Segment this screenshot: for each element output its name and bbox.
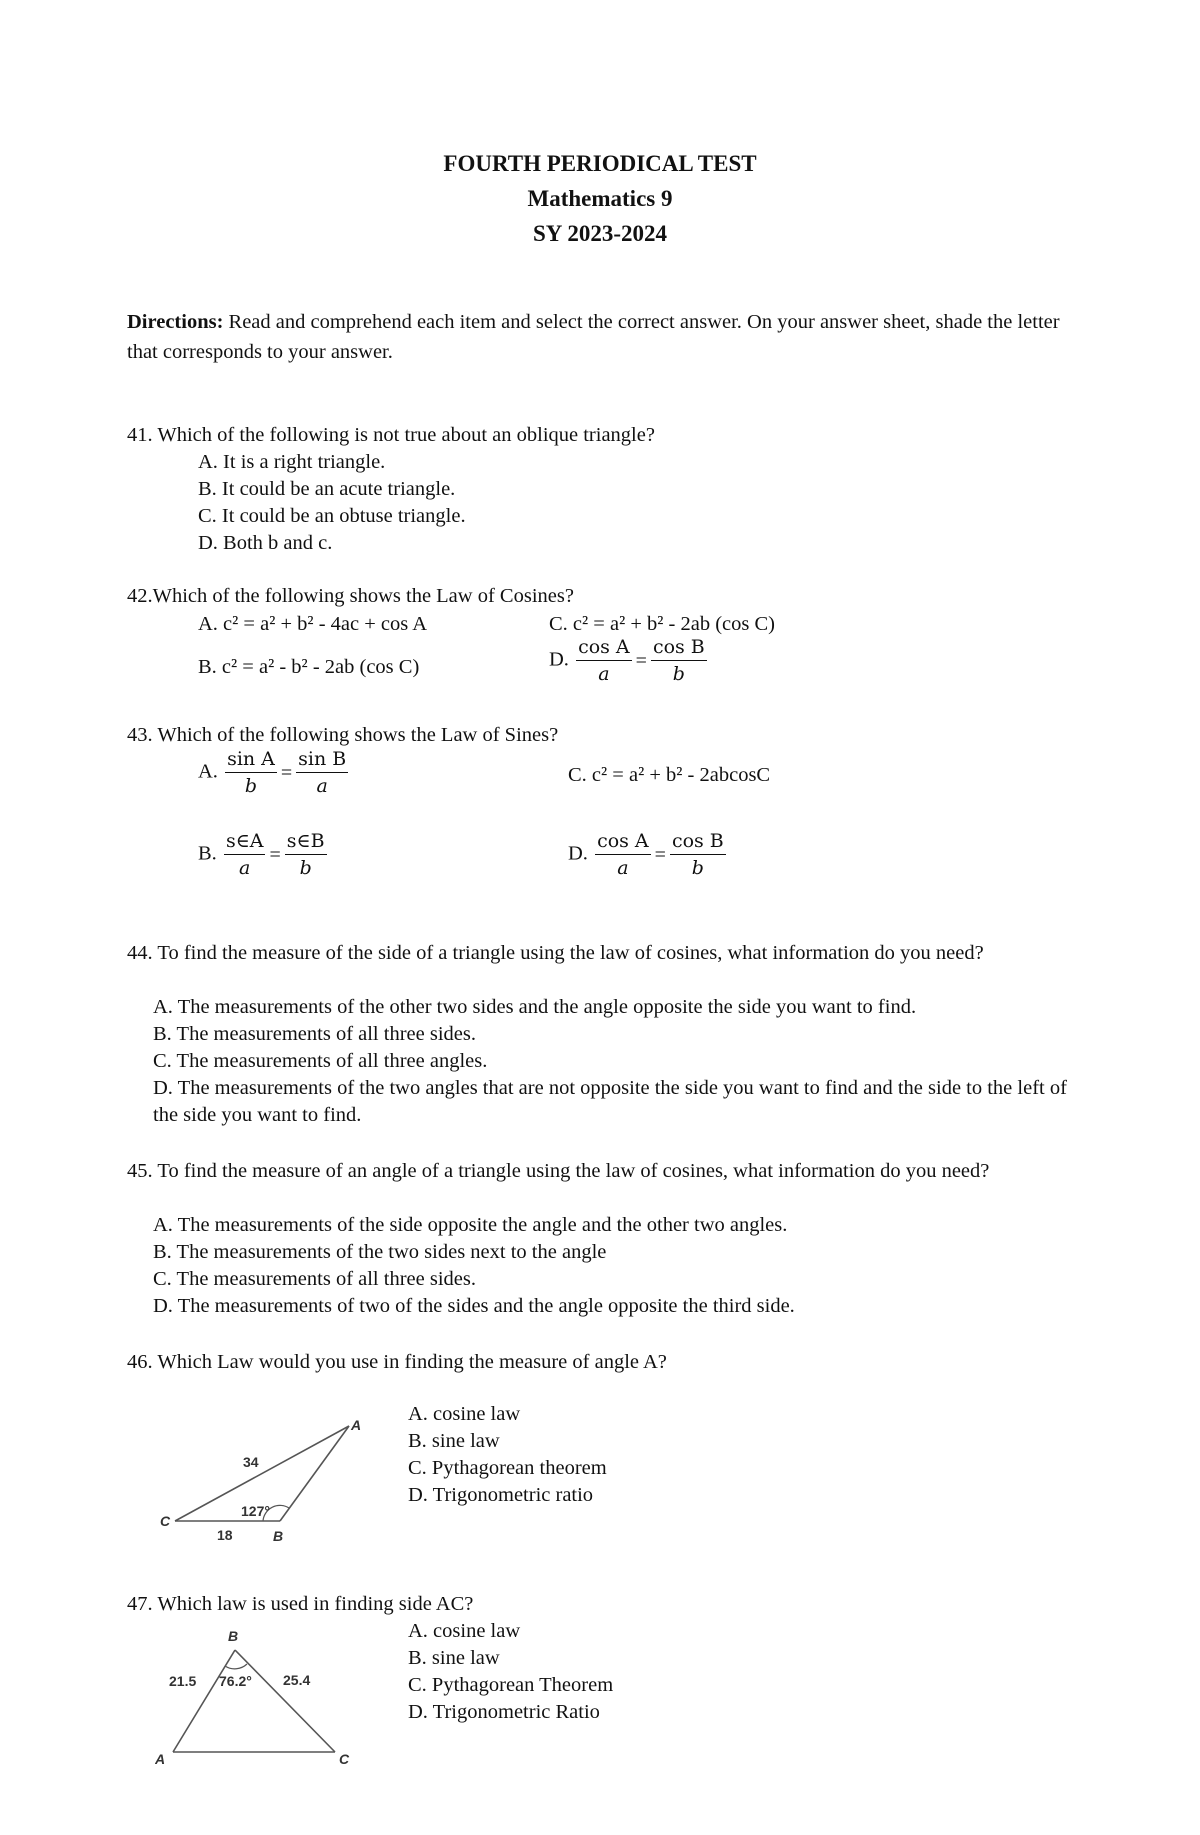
equals-sign: = <box>654 843 666 866</box>
fraction <box>670 832 726 878</box>
numerator: sin A <box>225 750 277 773</box>
q43-choice-b[interactable] <box>198 832 329 878</box>
q42-choice-b[interactable]: B. c² = a² - b² - 2ab (cos C) <box>198 656 420 678</box>
directions-text: Read and comprehend each item and select the correct answer. On your answer sheet, shade the letter that corresponds to your answer. <box>127 311 1060 363</box>
q46-choice-a[interactable]: A. cosine law <box>408 1403 521 1425</box>
vertex-b-label: B <box>273 1528 284 1544</box>
denominator: a <box>316 775 328 797</box>
side-bc-label: 25.4 <box>283 1672 311 1688</box>
fraction <box>224 832 266 878</box>
q42-question: 42.Which of the following shows the Law of Cosines? <box>127 585 574 607</box>
q42-choice-a[interactable]: A. c² = a² + b² - 4ac + cos A <box>198 613 428 635</box>
q41-choice-c[interactable]: C. It could be an obtuse triangle. <box>198 505 466 527</box>
numerator: cos B <box>651 638 707 661</box>
q43-choice-d[interactable] <box>568 832 728 878</box>
numerator: cos A <box>576 638 632 661</box>
q45-choice-b[interactable]: B. The measurements of the two sides next to the angle <box>153 1241 607 1263</box>
denominator: a <box>617 857 629 879</box>
fraction <box>595 832 651 878</box>
q45-choice-d[interactable]: D. The measurements of two of the sides and the angle opposite the third side. <box>153 1295 795 1317</box>
fraction <box>296 750 348 796</box>
q47-triangle-figure <box>155 1618 375 1768</box>
numerator: cos A <box>595 832 651 855</box>
q43-a-label: A. <box>198 760 218 783</box>
numerator: s∈A <box>224 832 266 855</box>
denominator: b <box>299 857 312 879</box>
denominator: a <box>598 663 610 685</box>
denominator: b <box>244 775 258 797</box>
subject-title: Mathematics 9 <box>527 186 673 211</box>
equals-sign: = <box>269 843 281 866</box>
q44-choice-a[interactable]: A. The measurements of the other two sides and the angle opposite the side you want to find. <box>153 996 917 1018</box>
q46-triangle-figure <box>155 1400 375 1545</box>
equals-sign: = <box>635 649 647 672</box>
q46-question: 46. Which Law would you use in finding the measure of angle A? <box>127 1351 667 1373</box>
q41-choice-a[interactable]: A. It is a right triangle. <box>198 451 386 473</box>
q44-choice-d[interactable]: D. The measurements of the two angles that are not opposite the side you want to find and the side to the left of the side you want to find. <box>153 1077 1067 1126</box>
q43-d-label: D. <box>568 842 588 865</box>
directions <box>127 307 1087 367</box>
q43-choice-a[interactable] <box>198 750 350 796</box>
q41-choice-b[interactable]: B. It could be an acute triangle. <box>198 478 456 500</box>
q46-choice-c[interactable]: C. Pythagorean theorem <box>408 1457 607 1479</box>
numerator: sin B <box>296 750 348 773</box>
equals-sign: = <box>280 761 293 784</box>
directions-label: Directions: <box>127 311 224 333</box>
denominator: a <box>239 857 251 879</box>
q44-question: 44. To find the measure of the side of a triangle using the law of cosines, what information do you need? <box>127 942 984 964</box>
q43-b-label: B. <box>198 842 217 865</box>
fraction <box>225 750 277 796</box>
q47-question: 47. Which law is used in finding side AC? <box>127 1593 474 1615</box>
numerator: s∈B <box>285 832 327 855</box>
q41-question: 41. Which of the following is not true about an oblique triangle? <box>127 424 655 446</box>
numerator: cos B <box>670 832 726 855</box>
side-bc-line <box>235 1650 335 1752</box>
q42-choice-c[interactable]: C. c² = a² + b² - 2ab (cos C) <box>549 613 776 635</box>
denominator: b <box>672 663 685 685</box>
q45-choice-c[interactable]: C. The measurements of all three sides. <box>153 1268 476 1290</box>
angle-arc <box>225 1664 247 1669</box>
q42-d-label: D. <box>549 648 569 671</box>
fraction <box>576 638 632 684</box>
angle-b-label: 76.2° <box>219 1673 252 1689</box>
q47-choice-d[interactable]: D. Trigonometric Ratio <box>408 1701 600 1723</box>
q47-choice-b[interactable]: B. sine law <box>408 1647 500 1669</box>
q47-choice-c[interactable]: C. Pythagorean Theorem <box>408 1674 614 1696</box>
side-cb-label: 18 <box>217 1527 233 1543</box>
q42-choice-d[interactable] <box>549 638 709 684</box>
vertex-b-label: B <box>228 1628 239 1644</box>
side-ca-label: 34 <box>243 1454 259 1470</box>
q44-choice-c[interactable]: C. The measurements of all three angles. <box>153 1050 488 1072</box>
q45-question: 45. To find the measure of an angle of a triangle using the law of cosines, what information do you need? <box>127 1160 990 1182</box>
fraction <box>651 638 707 684</box>
vertex-a-label: A <box>351 1417 362 1433</box>
side-ba-line <box>280 1426 349 1521</box>
q46-choice-d[interactable]: D. Trigonometric ratio <box>408 1484 594 1506</box>
side-ab-line <box>173 1650 235 1752</box>
school-year: SY 2023-2024 <box>533 221 667 246</box>
side-ab-label: 21.5 <box>169 1673 197 1689</box>
q47-choice-a[interactable]: A. cosine law <box>408 1620 521 1642</box>
vertex-c-label: C <box>339 1751 350 1767</box>
fraction <box>285 832 327 878</box>
vertex-c-label: C <box>160 1513 171 1529</box>
q45-choice-a[interactable]: A. The measurements of the side opposite the angle and the other two angles. <box>153 1214 788 1236</box>
q46-choice-b[interactable]: B. sine law <box>408 1430 500 1452</box>
q44-choice-b[interactable]: B. The measurements of all three sides. <box>153 1023 476 1045</box>
test-title: FOURTH PERIODICAL TEST <box>443 151 757 176</box>
q43-question: 43. Which of the following shows the Law of Sines? <box>127 724 559 746</box>
q41-choice-d[interactable]: D. Both b and c. <box>198 532 333 554</box>
vertex-a-label: A <box>155 1751 166 1767</box>
denominator: b <box>691 857 704 879</box>
angle-b-label: 127° <box>241 1503 270 1519</box>
q43-choice-c[interactable]: C. c² = a² + b² - 2abcosC <box>568 764 771 786</box>
